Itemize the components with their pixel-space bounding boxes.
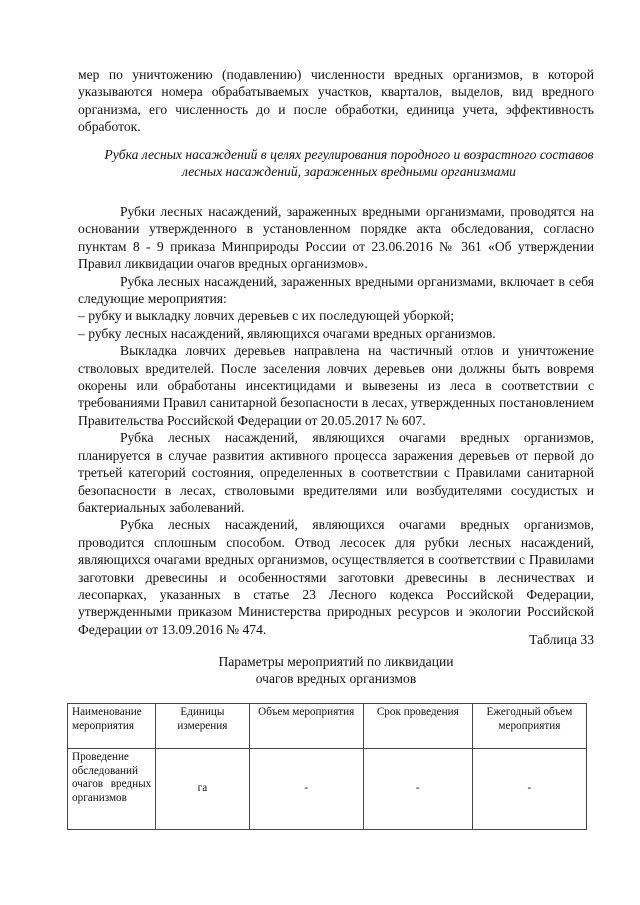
- intro-paragraph: мер по уничтожению (подавлению) численности вредных организмов, в которой указываются номера обрабатываемых участков, кварталов, выделов, вид вредного организма, его численность до и после обработки, единица учета, эффективность обработок.: [78, 67, 594, 135]
- table-header-row: [68, 704, 587, 749]
- column-header: Наименование мероприятия: [68, 704, 156, 749]
- table-row: [68, 749, 587, 830]
- body-paragraph: Выкладка ловчих деревьев направлена на частичный отлов и уничтожение стволовых вредителей. После заселения ловчих деревьев они должны быть вовремя окорены или обработаны инсектицидами и вывезены из леса в соответствии с требованиями Правил санитарной безопасности в лесах, утвержденных постановлением Правительства Российской Федерации от 20.05.2017 № 607.: [78, 343, 594, 428]
- table-cell: -: [472, 749, 586, 830]
- body-text: [78, 203, 594, 638]
- table-title-line: очагов вредных организмов: [255, 671, 417, 687]
- table-cell: га: [156, 749, 249, 830]
- table-cell: -: [363, 749, 472, 830]
- column-header: Ежегодный объем мероприятия: [472, 704, 586, 749]
- column-header: Объем мероприятия: [249, 704, 363, 749]
- list-item: – рубку и выкладку ловчих деревьев с их последующей уборкой;: [78, 308, 455, 324]
- table-title: [78, 653, 594, 688]
- table-cell: -: [249, 749, 363, 830]
- table-label: Таблица 33: [529, 632, 594, 647]
- table-cell: Проведение обследований очагов вредных организмов: [68, 749, 156, 830]
- body-paragraph: Рубка лесных насаждений, являющихся очагами вредных организмов, проводится сплошным способом. Отвод лесосек для рубки лесных насаждений, являющихся очагами вредных организмов, осуществляется в соответствии с Правилами заготовки древесины и особенностями заготовки древесины в лесничествах и лесопарках, указанных в статье 23 Лесного кодекса Российской Федерации, утвержденными приказом Министерства природных ресурсов и экологии Российской Федерации от 13.09.2016 № 474.: [78, 517, 594, 637]
- column-header: Срок проведения: [363, 704, 472, 749]
- column-header: Единицы измерения: [156, 704, 249, 749]
- body-paragraph: Рубка лесных насаждений, являющихся очагами вредных организмов, планируется в случае развития активного процесса заражения деревьев от первой до третьей категорий состояния, определенных в соответствии с Правилами санитарной безопасности в лесах, стволовыми вредителями или возбудителями сосудистых и бактериальных заболеваний.: [78, 430, 594, 515]
- section-subheading: Рубка лесных насаждений в целях регулирования породного и возрастного составов лесных насаждений, зараженных вредными организмами: [104, 147, 594, 180]
- body-paragraph: Рубка лесных насаждений, зараженных вредными организмами, включает в себя следующие мероприятия:: [78, 273, 594, 307]
- list-item: – рубку лесных насаждений, являющихся очагами вредных организмов.: [78, 325, 496, 341]
- parameters-table: [67, 703, 587, 830]
- body-paragraph: Рубки лесных насаждений, зараженных вредными организмами, проводятся на основании утвержденного в установленном порядке акта обследования, согласно пунктам 8 - 9 приказа Минприроды России от 23.06.2016 № 361 «Об утверждении Правил ликвидации очагов вредных организмов».: [78, 204, 594, 272]
- table-title-line: Параметры мероприятий по ликвидации: [218, 654, 454, 669]
- intro-block: [78, 66, 594, 136]
